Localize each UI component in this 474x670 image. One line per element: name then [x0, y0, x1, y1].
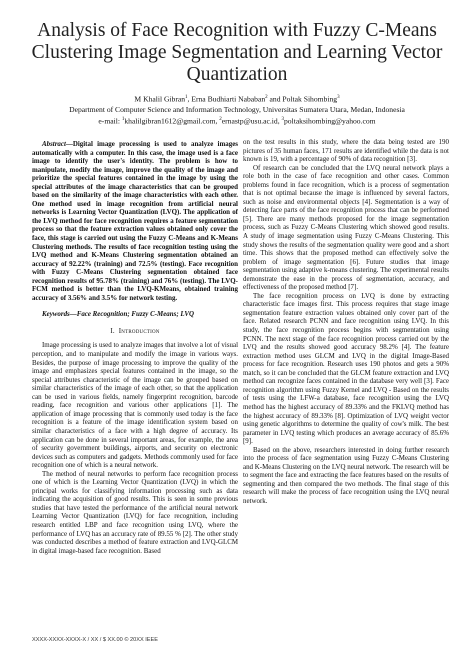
right-column [243, 138, 449, 506]
author-email[interactable]: khalilgibran1612@gmail.com [124, 116, 216, 126]
body-paragraph: Of research can be concluded that the LVQ neural network plays a role both in the case of face recognition and other cases. Common problems found in face recognition, which is a process of segmentation that is not optimal because the image is influenced by several factors, such as noise and environmental objects [4]. Segmentation is a way of detecting face parts of the face recognition process that can be performed [5]. There are many methods proposed for the image segmentation process, such as Fuzzy C-Means Clustering which showed good results. A study of image segmentation using Fuzzy C-Means Clustering. This study shows the results of the segmentation quality were good and a short time. This shows that the proposed method can effectively solve the problem of image segmentation [6]. Future studies that image segmentation using adaptive k-means clustering. The experimental results demonstrate the ease in the process of segmentation, accuracy, and effectiveness of the proposed method [7]. [243, 163, 449, 292]
body-paragraph: Based on the above, researchers interested in doing further research into the process of face segmentation using Fuzzy C-Means Clustering and K-Means Clustering on the LVQ neural network. The research will be to segment the face and extracting the face features based on the results of segmenting and then compared the two methods. The final stage of this research will make the process of face recognition using the LVQ neural network. [243, 445, 449, 505]
author-name: Erna Budhiarti Nababan [191, 94, 266, 104]
copyright-footer: XXXX-XXXX-XXXX-X / XX / $ XX.00 © 20XX IEEE [32, 637, 158, 643]
body-paragraph: The method of neural networks to perform face recognition process one of which is the Learning Vector Quantization (LVQ) in which the principal works for classifying information processing such as data indicating the acquisition of good results. This is seen in some previous studies that have tested the performance of the artificial neural network Learning Vector Quantization (LVQ) for face recognition, including research entitled LBP and face recognition using LVQ, where the performance of LVQ has an accuracy rate of 89.55 % [2]. The other study was conducted describes a method of feature extraction and LVQ-GLCM in digital image-based face recognition. Based [32, 469, 238, 555]
section-number: I. [110, 326, 115, 335]
author-email[interactable]: ernastp@usu.ac.id [221, 116, 278, 126]
author-email[interactable]: poltaksihombing@yahoo.com [284, 116, 376, 126]
email-sup: 3 [281, 116, 284, 122]
abstract [32, 140, 238, 302]
abstract-label: Abstract [42, 140, 66, 148]
email-sup: 2 [219, 116, 222, 122]
author-affiliation: Department of Computer Science and Information Technology, Universitas Sumatera Utara, Medan, Indonesia [69, 104, 405, 114]
keywords-text: —Face Recognition; Fuzzy C-Means; LVQ [69, 310, 194, 319]
author-sup: 1 [185, 95, 188, 100]
abstract-text: —Digital image processing is used to analyze images automatically with a computer. In this case, the image used is a face image to identify the user's identity. The problem is how to manipulate, modify the image, improve the quality of the image and prioritize the special features contained in the image by using the special attributes of the image characteristics that can be grouped based on the similarity of the image characteristics with each other. One method used in image recognition from artificial neural networks is Learning Vector Quantization (LVQ). The application of the LVQ method for face recognition requires a feature segmentation process so that the feature extraction values obtained only cover the face, this stage is carried out using the Fuzzy C-Means and K-Means Clustering methods. The results of face recognition testing using the LVQ method and K-Means Clustering segmentation obtained an accuracy of 92.22% (training) and 72.5% (testing). Face recognition with Fuzzy C-Means Clustering segmentation obtained face recognition results of 95.78% (training) and 76% (testing). The LVQ-FCM method is better than the LVQ-KMeans, obtained training accuracy of 3.56% and 3.5% for network testing. [32, 140, 238, 302]
author-block [20, 93, 454, 126]
body-paragraph: on the test results in this study, where the data being tested are 190 pictures of 35 human faces, 171 results are identified while the data is not known is 19, with a percentage of 90% of data recognition [3]. [243, 138, 449, 164]
author-names: M Khalil Gibran$^1$, Erna Budhiarti Nababan$^2$ and Poltak Sihombing$^3$ [134, 94, 340, 104]
body-paragraph: Image processing is used to analyze images that involve a lot of visual perception, and to manipulate and modify the image in various ways. Besides, the purpose of image processing to improve the quality of the image and emphasizes special features contained in the image, so the special attributes characteristic of the image can be grouped based on similar characteristics of the image of each other, so that the application can be used in various fields, namely fingerprint recognition, barcode reading, face recognition and various other applications [1]. The application of image processing that is commonly used today is the face recognition is a feature of the image identification system based on similar characteristics of a face with a high degree of accuracy. Its application can be done in several important areas, for example, the area of security government buildings, airports, and security on electronic devices such as computers and gadgets. Methods commonly used for face recognition one of which is a neural network. [32, 341, 238, 470]
author-name: Poltak Sihombing [282, 94, 338, 104]
email-prefix: e-mail: [98, 116, 120, 126]
author-sup: 2 [265, 95, 268, 100]
keywords [32, 310, 238, 319]
author-emails: e-mail: $^1$khalilgibran1612@gmail.com, $^2$ernastp@usu.ac.id, $^3$poltaksihombing@yahoo.com [98, 116, 376, 126]
paper-title: Analysis of Face Recognition with Fuzzy C-Means Clustering Image Segmentation and Learning Vector Quantization [31, 20, 443, 85]
left-column [32, 140, 238, 555]
body-paragraph: The face recognition process on LVQ is done by extracting characteristic face images first. This process requires that stage image segmentation feature extraction values obtained only cover part of the face. Related research PCNN and face recognition using LVQ. In this study, the face recognition process begins with segmentation using PCNN. The next stage of the face recognition process carried out by the LVQ and the results showed good accuracy 98.2% [4]. The feature extraction method uses GLCM and LVQ in the digital Image-Based process for face recognition. Research uses 190 photos and gets a 90% match, so it can be concluded that the GLCM feature extraction and LVQ method can recognize faces contained in the database very well [3]. Face recognition algorithm using Fuzzy Kernel and LVQ - Based on the results of tests using the LFW-a database, face recognition using the LVQ method has the highest accuracy of 89.33% and the FKLVQ method has the highest accuracy of 89.33% [8]. Optimization of LVQ weight vector using genetic algorithms to determine the quality of cow's milk. The best parameter in LVQ testing which produces an average accuracy of 85.6% [9]. [243, 291, 449, 446]
author-sup: 3 [337, 95, 340, 100]
section-heading [32, 327, 238, 336]
section-title: Introduction [118, 326, 160, 335]
author-name: M Khalil Gibran [134, 94, 186, 104]
email-sup: 1 [121, 116, 125, 122]
keywords-label: Keywords [42, 310, 70, 319]
